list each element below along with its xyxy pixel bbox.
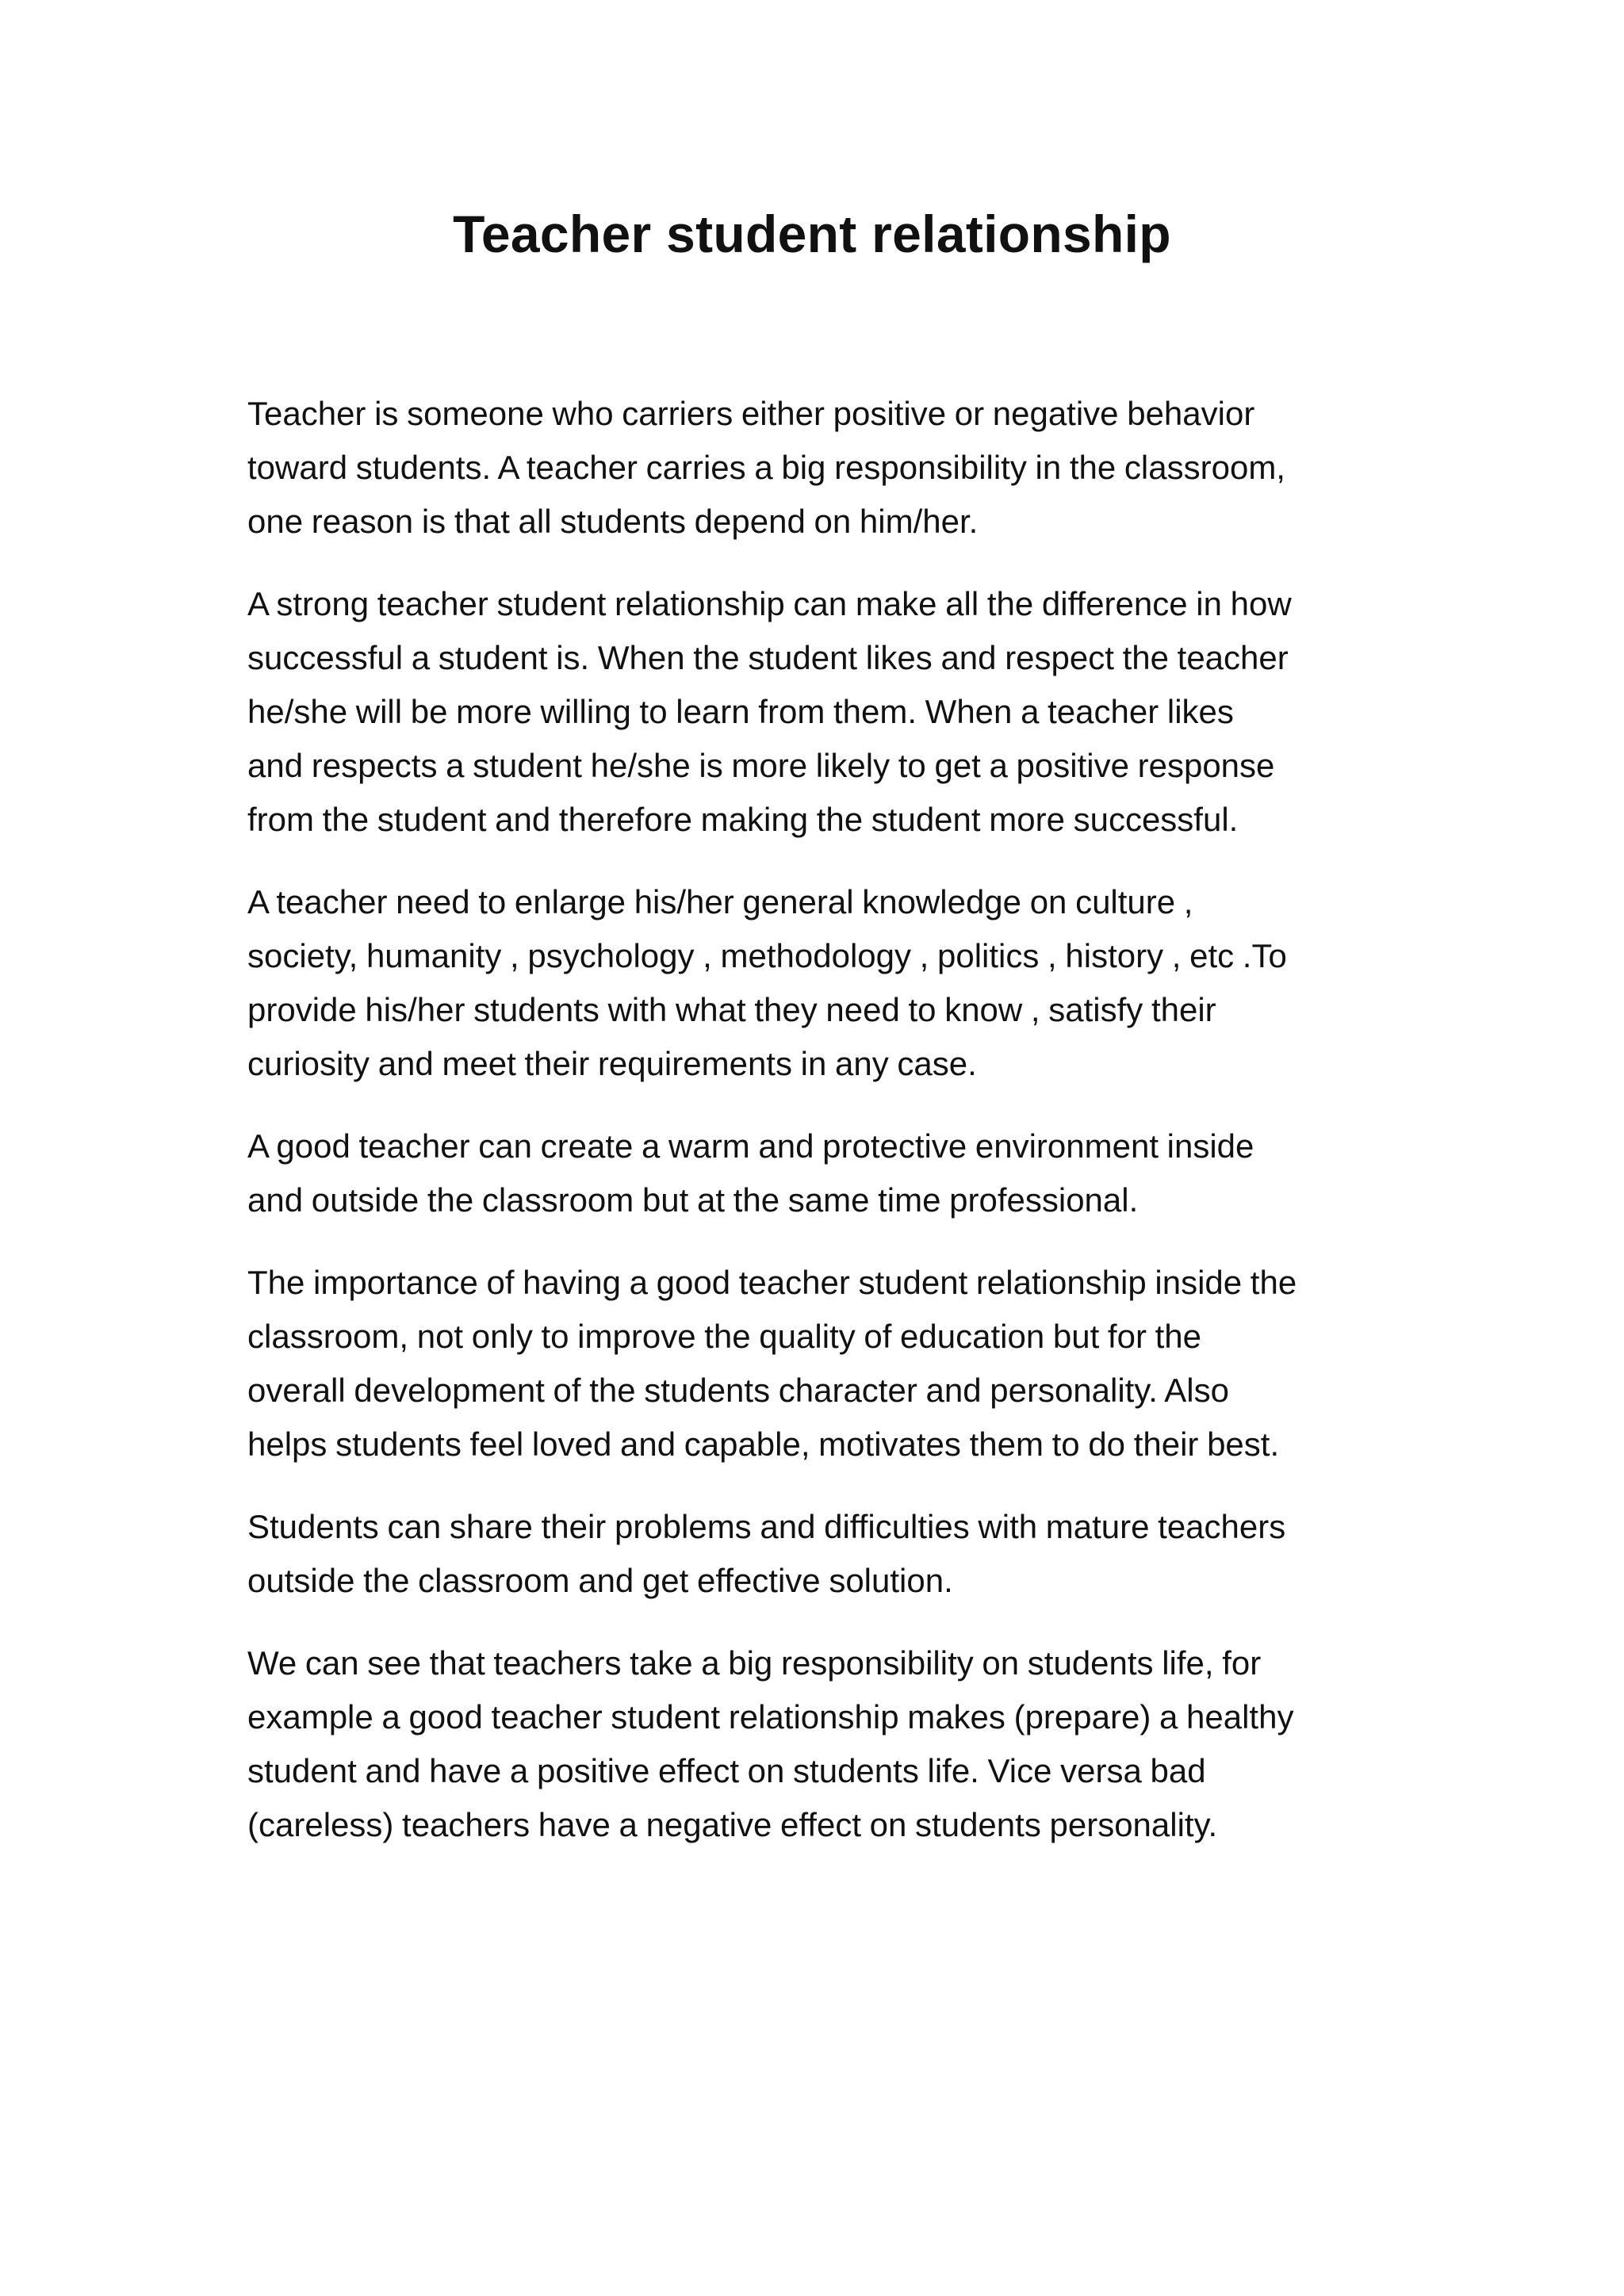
- text-line: Students can share their problems and difficulties with mature teachers: [247, 1508, 1286, 1545]
- paragraph-7: [247, 1636, 1389, 1852]
- text-line: The importance of having a good teacher student relationship inside the: [247, 1264, 1297, 1301]
- text-line: toward students. A teacher carries a big responsibility in the classroom,: [247, 449, 1285, 486]
- text-line: one reason is that all students depend on him/her.: [247, 503, 979, 540]
- text-line: (careless) teachers have a negative effect on students personality.: [247, 1806, 1218, 1843]
- text-line: curiosity and meet their requirements in any case.: [247, 1045, 977, 1082]
- paragraph-6: [247, 1500, 1389, 1608]
- text-line: successful a student is. When the student likes and respect the teacher: [247, 639, 1289, 676]
- text-line: A teacher need to enlarge his/her general knowledge on culture ,: [247, 883, 1193, 920]
- text-line: A strong teacher student relationship can make all the difference in how: [247, 585, 1292, 622]
- text-line: student and have a positive effect on students life. Vice versa bad: [247, 1752, 1206, 1789]
- text-line: outside the classroom and get effective solution.: [247, 1562, 953, 1599]
- text-line: helps students feel loved and capable, motivates them to do their best.: [247, 1425, 1280, 1463]
- text-line: provide his/her students with what they need to know , satisfy their: [247, 991, 1216, 1028]
- paragraph-1: [247, 387, 1389, 549]
- text-line: and respects a student he/she is more likely to get a positive response: [247, 747, 1275, 784]
- text-line: classroom, not only to improve the quality of education but for the: [247, 1318, 1202, 1355]
- page-title: Teacher student relationship: [453, 205, 1171, 263]
- text-line: A good teacher can create a warm and protective environment inside: [247, 1127, 1254, 1165]
- text-line: overall development of the students character and personality. Also: [247, 1372, 1229, 1409]
- text-line: from the student and therefore making the student more successful.: [247, 801, 1239, 838]
- paragraph-4: [247, 1119, 1389, 1227]
- text-line: society, humanity , psychology , methodology , politics , history , etc .To: [247, 937, 1287, 974]
- text-line: Teacher is someone who carriers either positive or negative behavior: [247, 395, 1255, 432]
- text-line: and outside the classroom but at the same time professional.: [247, 1181, 1139, 1219]
- text-line: he/she will be more willing to learn from them. When a teacher likes: [247, 693, 1234, 730]
- paragraph-5: [247, 1256, 1389, 1471]
- text-line: We can see that teachers take a big responsibility on students life, for: [247, 1644, 1262, 1682]
- paragraph-3: [247, 875, 1389, 1091]
- text-line: example a good teacher student relationship makes (prepare) a healthy: [247, 1698, 1294, 1735]
- document-body: [247, 387, 1389, 1881]
- paragraph-2: [247, 577, 1389, 847]
